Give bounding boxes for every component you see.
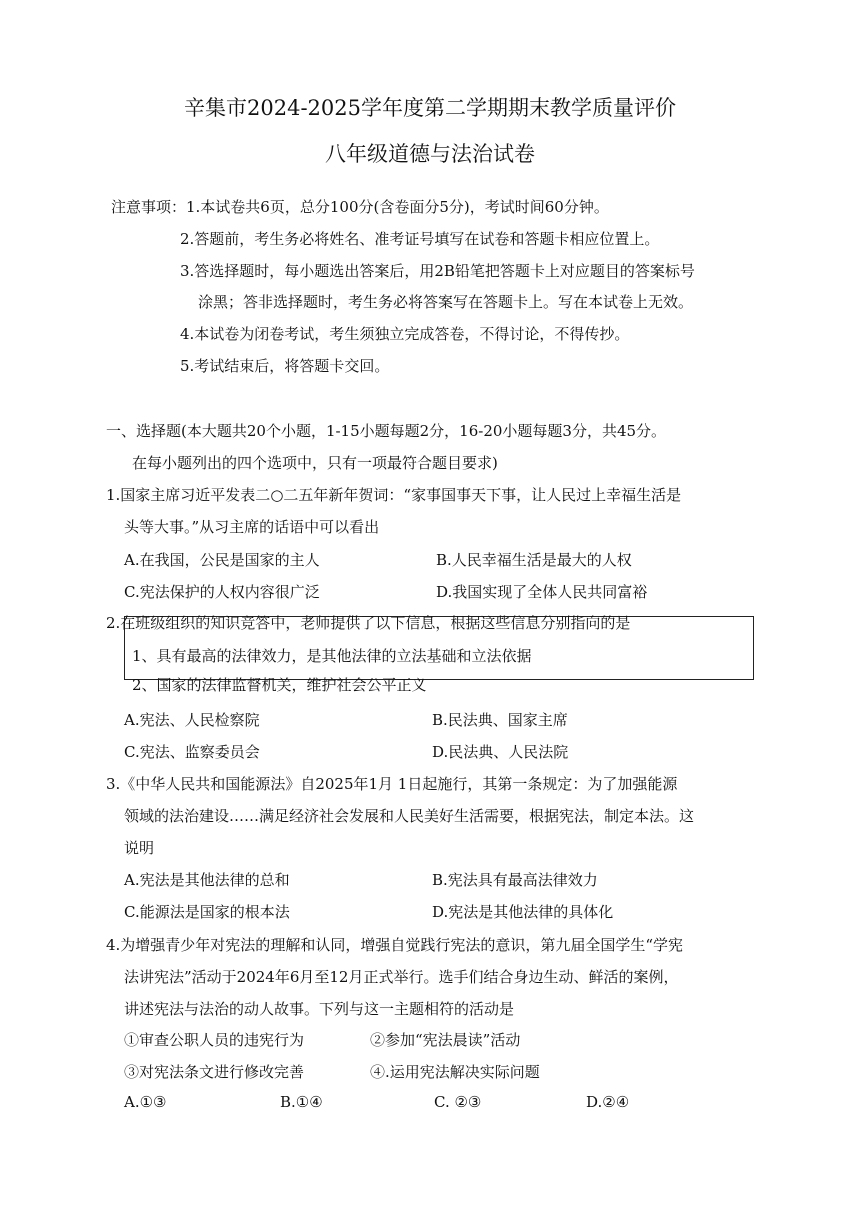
note-line: 4.本试卷为闭卷考试，考生须独立完成答卷，不得讨论，不得传抄。 [180, 325, 630, 343]
option-a: A.宪法、人民检察院 [124, 711, 260, 729]
option-c: C.宪法、监察委员会 [124, 743, 260, 761]
option-b: B.人民幸福生活是最大的人权 [436, 551, 632, 569]
question-stem: 2.在班级组织的知识竞答中，老师提供了以下信息，根据这些信息分别指向的是 [106, 614, 631, 632]
info-line: 2、国家的法律监督机关，维护社会公平正义 [132, 676, 427, 694]
option-b: B.民法典、国家主席 [432, 711, 568, 729]
question-stem: 3.《中华人民共和国能源法》自2025年1月 1日起施行，其第一条规定：为了加强能源 [106, 775, 678, 793]
note-line: 5.考试结束后，将答题卡交回。 [180, 357, 390, 375]
exam-title: 辛集市2024-2025学年度第二学期期末教学质量评价 [184, 96, 676, 120]
question-stem: 讲述宪法与法治的动人故事。下列与这一主题相符的活动是 [124, 1000, 515, 1018]
option-a: A.在我国，公民是国家的主人 [124, 551, 320, 569]
option-a: A.①③ [124, 1093, 167, 1111]
statement-2: ②参加“宪法晨读”活动 [370, 1031, 521, 1049]
question-stem: 4.为增强青少年对宪法的理解和认同，增强自觉践行宪法的意识，第九届全国学生“学宪 [106, 936, 683, 954]
option-c: C.能源法是国家的根本法 [124, 903, 290, 921]
question-stem: 说明 [124, 839, 155, 857]
question-stem: 领域的法治建设……满足经济社会发展和人民美好生活需要，根据宪法，制定本法。这 [124, 807, 695, 825]
option-d: D.我国实现了全体人民共同富裕 [436, 583, 648, 601]
section-heading-line: 在每小题列出的四个选项中，只有一项最符合题目要求) [132, 454, 498, 472]
exam-subtitle: 八年级道德与法治试卷 [325, 142, 535, 166]
note-line: 注意事项：1.本试卷共6页，总分100分(含卷面分5分)，考试时间60分钟。 [111, 198, 609, 216]
note-line: 涂黑；答非选择题时，考生务必将答案写在答题卡上。写在本试卷上无效。 [198, 293, 694, 311]
option-d: D.宪法是其他法律的具体化 [432, 903, 614, 921]
info-line: 1、具有最高的法律效力，是其他法律的立法基础和立法依据 [132, 647, 532, 665]
note-line: 2.答题前，考生务必将姓名、准考证号填写在试卷和答题卡相应位置上。 [180, 230, 660, 248]
note-line: 3.答选择题时，每小题选出答案后，用2B铅笔把答题卡上对应题目的答案标号 [180, 262, 695, 280]
statement-4: ④.运用宪法解决实际问题 [370, 1063, 540, 1081]
section-heading-line: 一、选择题(本大题共20个小题，1-15小题每题2分，16-20小题每题3分，共45分。 [106, 422, 667, 440]
question-stem: 法讲宪法”活动于2024年6月至12月正式举行。选手们结合身边生动、鲜活的案例， [124, 968, 679, 986]
option-a: A.宪法是其他法律的总和 [124, 871, 290, 889]
statement-3: ③对宪法条文进行修改完善 [124, 1063, 305, 1081]
option-c: C.宪法保护的人权内容很广泛 [124, 583, 320, 601]
question-stem: 1.国家主席习近平发表二○二五年新年贺词：“家事国事天下事，让人民过上幸福生活是 [106, 486, 682, 504]
option-d: D.②④ [586, 1093, 630, 1111]
option-d: D.民法典、人民法院 [432, 743, 569, 761]
question-stem: 头等大事。”从习主席的话语中可以看出 [124, 518, 380, 536]
option-b: B.宪法具有最高法律效力 [432, 871, 598, 889]
option-c: C. ②③ [434, 1093, 482, 1111]
option-b: B.①④ [280, 1093, 323, 1111]
statement-1: ①审查公职人员的违宪行为 [124, 1031, 305, 1049]
